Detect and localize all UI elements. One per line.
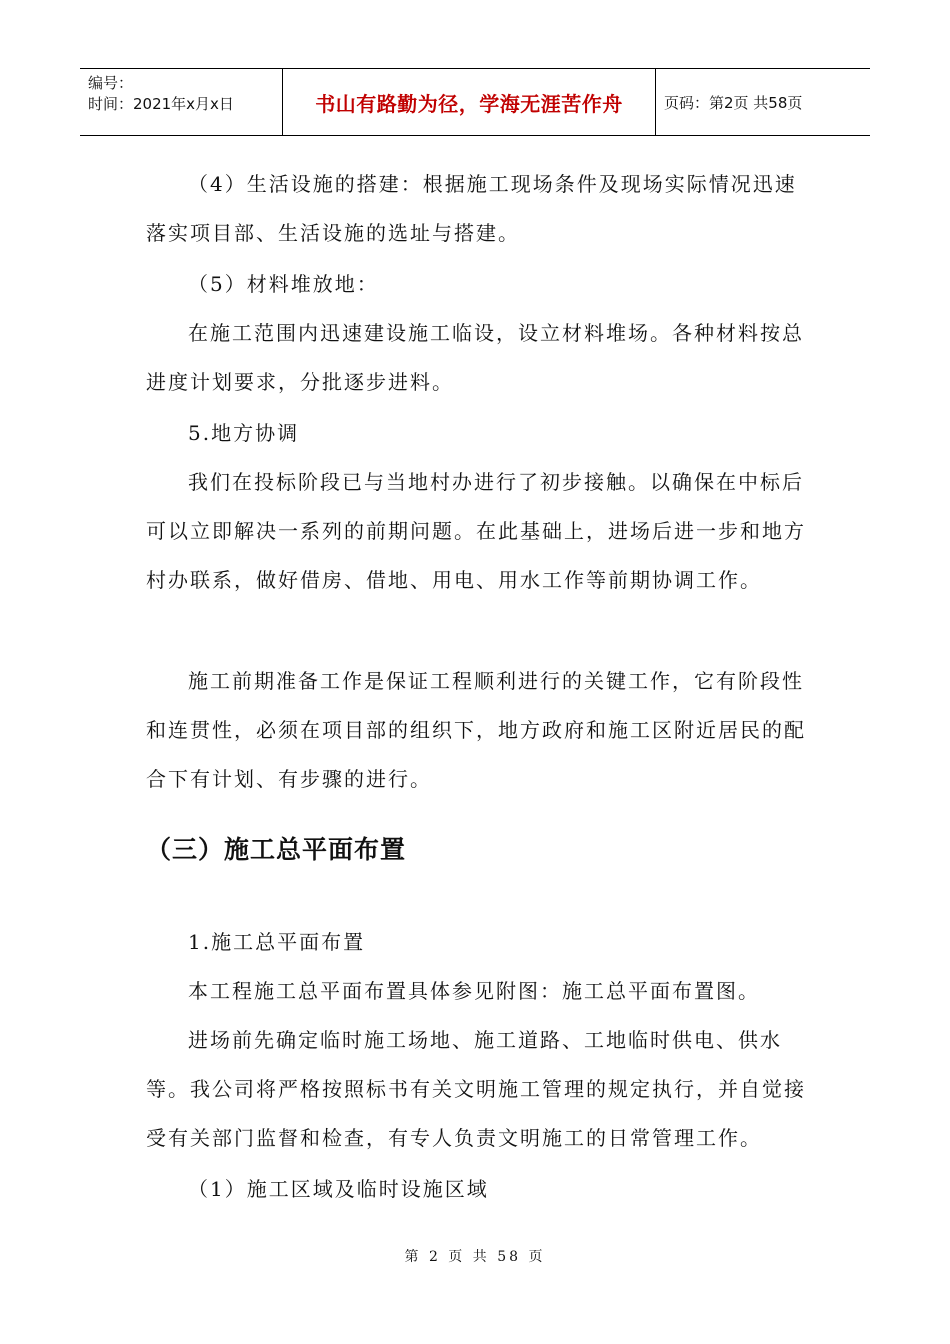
paragraph-local-coordination: 我们在投标阶段已与当地村办进行了初步接触。以确保在中标后可以立即解决一系列的前期问题。在此基础上，进场后进一步和地方村办联系，做好借房、借地、用电、用水工作等前期协调工作。: [146, 470, 806, 592]
page-footer: 第 2 页 共 58 页: [404, 1249, 546, 1265]
paragraph-living-facilities: （4）生活设施的搭建：根据施工现场条件及现场实际情况迅速落实项目部、生活设施的选址与搭建。: [146, 172, 797, 245]
page-header: [80, 68, 870, 136]
paragraph-material-storage-title: （5）材料堆放地：: [188, 272, 379, 296]
document-time-label: 时间：2021年x月x日: [88, 95, 234, 113]
paragraph-material-storage: 在施工范围内迅速建设施工临设，设立材料堆场。各种材料按总进度计划要求，分批逐步进料。: [146, 321, 804, 394]
header-page-info: 页码：第2页 共58页: [664, 93, 803, 112]
paragraph-site-preparation: 进场前先确定临时施工场地、施工道路、工地临时供电、供水等。我公司将严格按照标书有关文明施工管理的规定执行，并自觉接受有关部门监督和检查，有专人负责文明施工的日常管理工作。: [146, 1028, 806, 1150]
paragraph-layout-reference: 本工程施工总平面布置具体参见附图：施工总平面布置图。: [188, 979, 760, 1003]
paragraph-preparation-summary: 施工前期准备工作是保证工程顺利进行的关键工作，它有阶段性和连贯性，必须在项目部的组织下，地方政府和施工区附近居民的配合下有计划、有步骤的进行。: [146, 669, 806, 791]
header-left-cell: [80, 69, 282, 135]
paragraph-local-coordination-title: 5.地方协调: [188, 421, 300, 445]
document-number-label: 编号：: [88, 74, 134, 92]
paragraph-layout-title: 1.施工总平面布置: [188, 930, 366, 954]
paragraph-construction-area-title: （1）施工区域及临时设施区域: [188, 1177, 489, 1201]
header-motto: 书山有路勤为径，学海无涯苦作舟: [282, 69, 656, 135]
section-heading: （三）施工总平面布置: [146, 835, 407, 864]
